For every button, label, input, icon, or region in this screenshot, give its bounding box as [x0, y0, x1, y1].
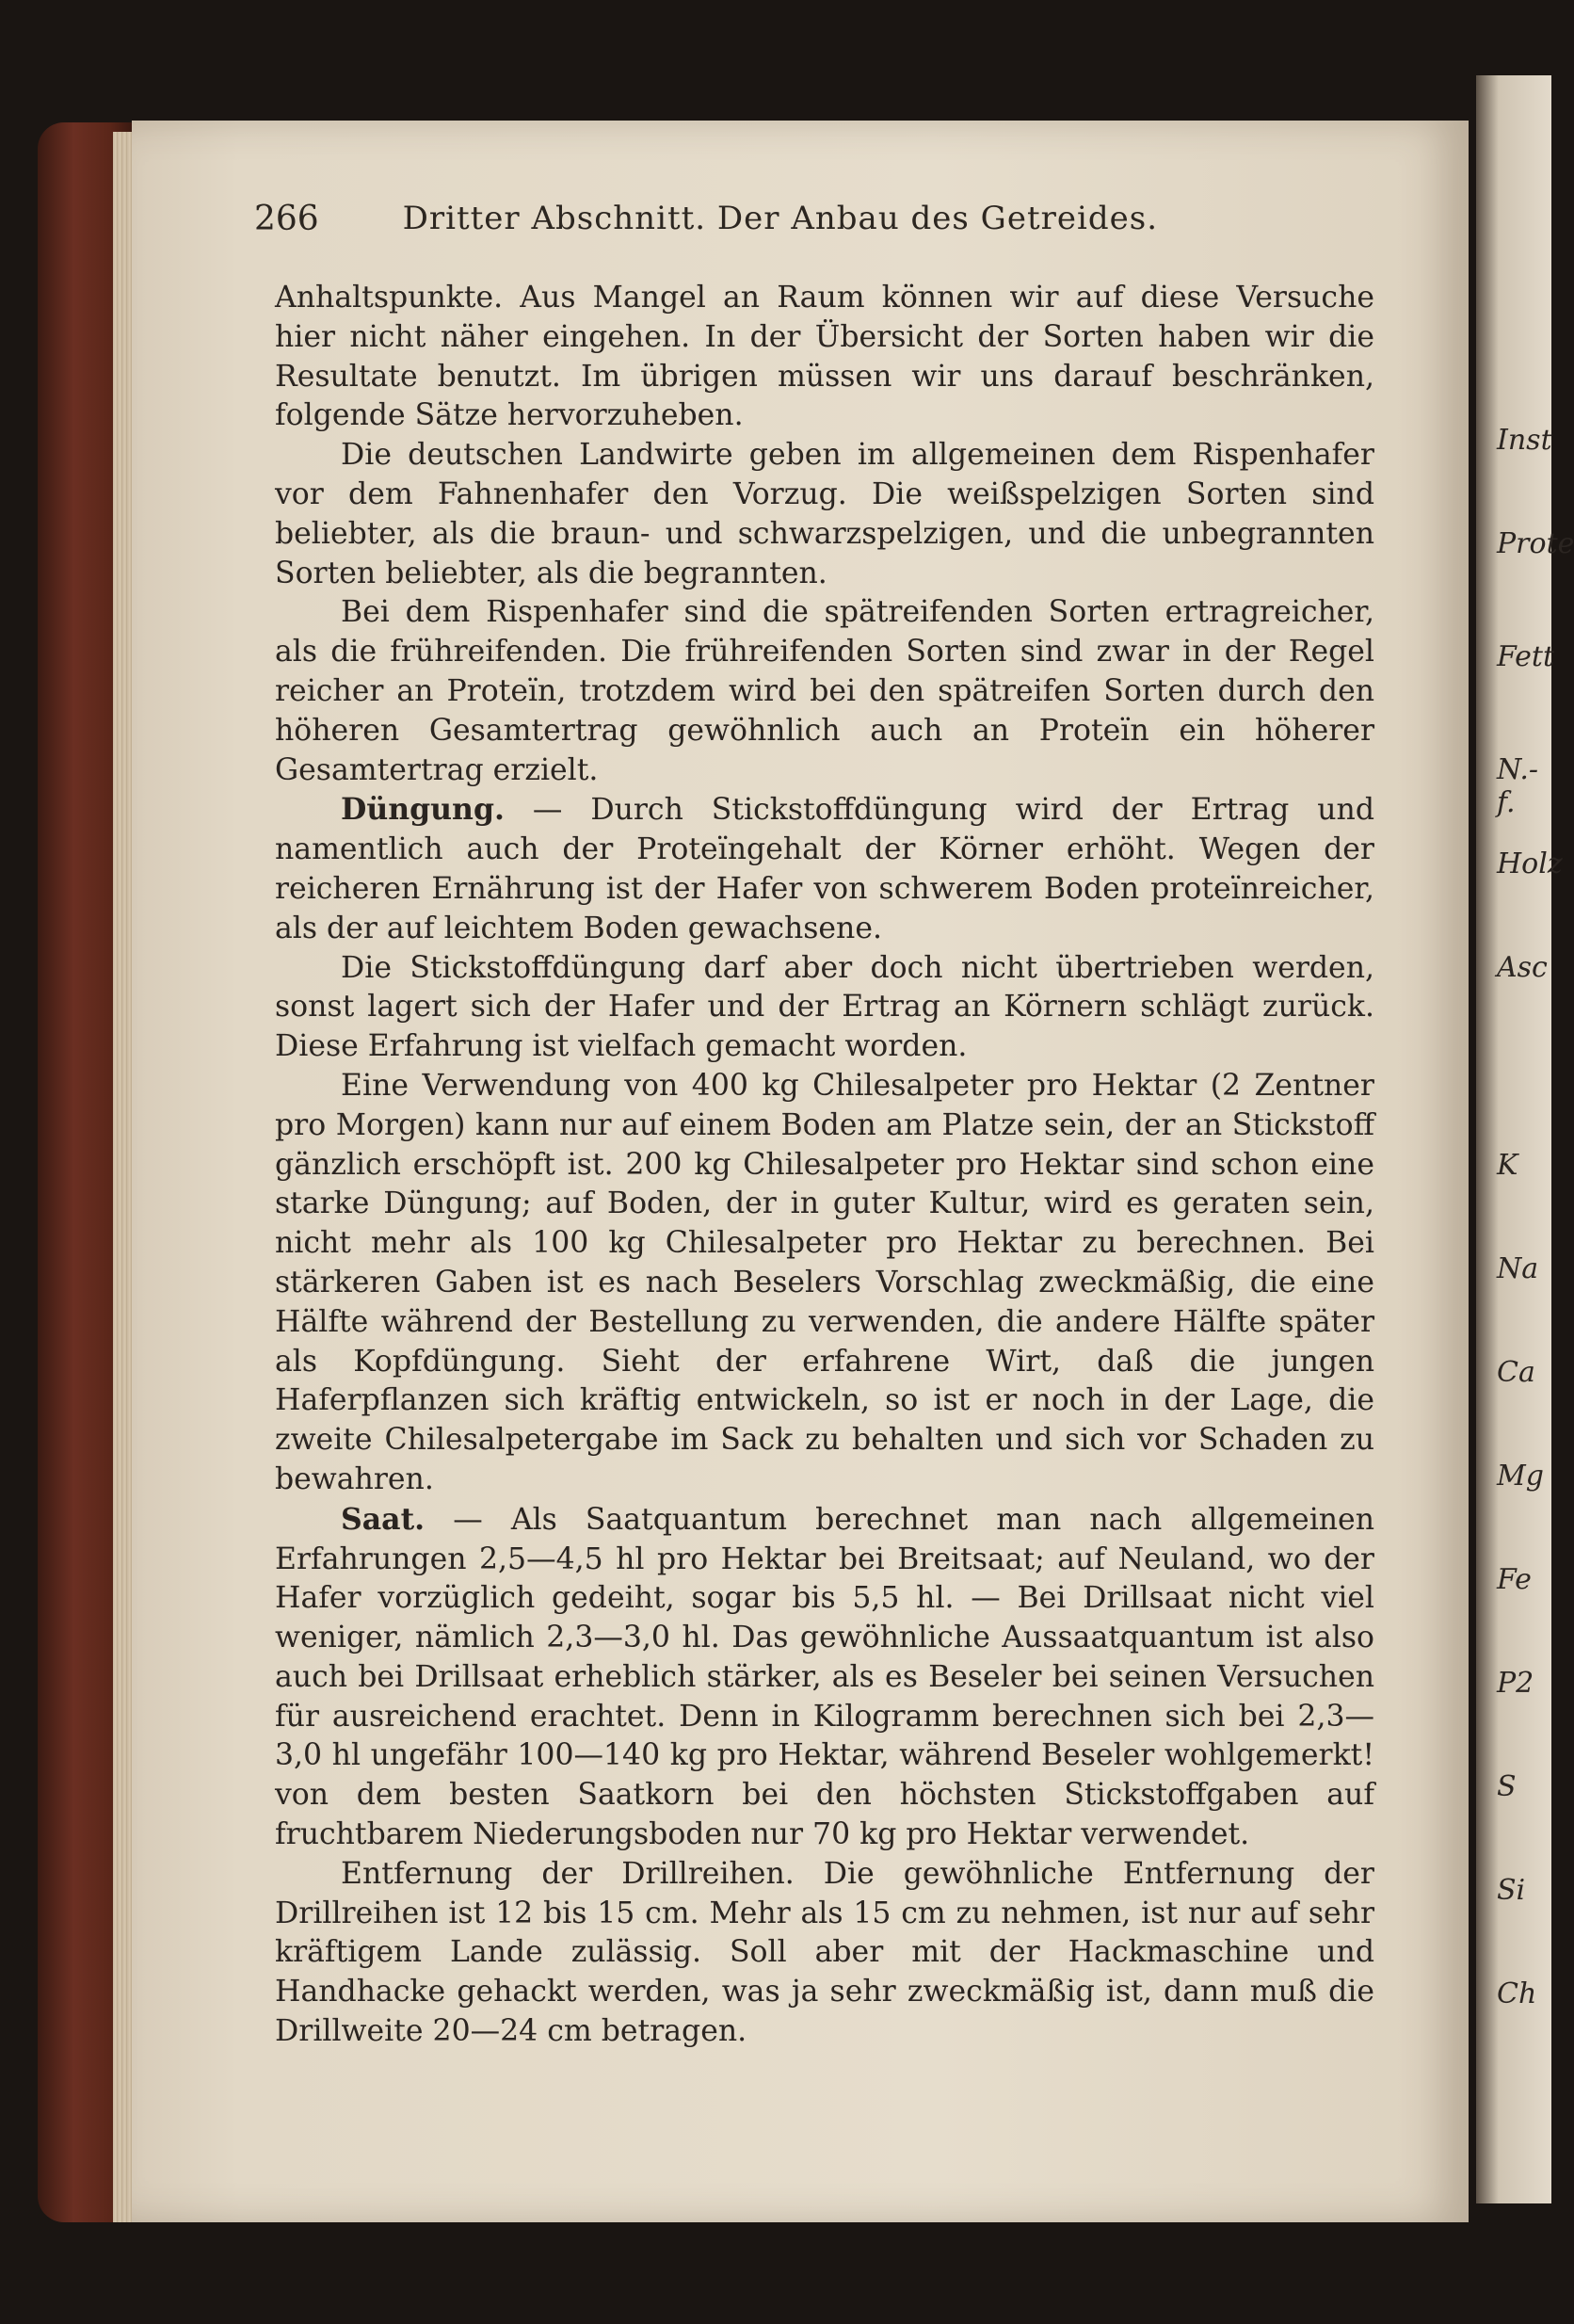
- margin-note: Inst: [1497, 424, 1552, 457]
- running-head: [254, 200, 1158, 238]
- margin-note: Ca: [1497, 1356, 1535, 1389]
- paragraph: Die Stickstoffdüngung darf aber doch nicht übertrieben werden, sonst lagert sich der Hafer und der Ertrag an Körnern schlägt zurück. Diese Erfahrung ist vielfach gemacht worden.: [275, 950, 1374, 1064]
- margin-note: Si: [1497, 1874, 1526, 1907]
- paragraph: Bei dem Rispenhafer sind die spätreifenden Sorten ertragreicher, als die frühreifenden. Die frühreifenden Sorten sind zwar in der Regel reicher an Proteïn, trotzdem wird bei den spätreifen Sorten durch den höheren Gesamtertrag gewöhnlich auch an Proteïn ein höherer Gesamtertrag erzielt.: [275, 595, 1374, 787]
- margin-note: K: [1497, 1149, 1518, 1182]
- paragraph: [275, 790, 1374, 948]
- paragraph: Die deutschen Landwirte geben im allgemeinen dem Rispenhafer vor dem Fahnenhafer den Vorzug. Die weißspelzigen Sorten sind beliebter, als die braun- und schwarzspelzigen, und die unbegrannten Sorten beliebter, als die begrannten.: [275, 438, 1374, 590]
- section-heading: Düngung.: [341, 792, 505, 828]
- margin-note: S: [1497, 1770, 1517, 1803]
- running-title: Dritter Abschnitt. Der Anbau des Getreides.: [402, 200, 1158, 237]
- margin-note: Fe: [1497, 1563, 1532, 1596]
- margin-note: P2: [1497, 1667, 1534, 1700]
- paragraph-text: — Durch Stickstoffdüngung wird der Ertrag und namentlich auch der Proteïngehalt der Körner erhöht. Wegen der reicheren Ernährung ist der Hafer von schwerem Boden proteïnreicher, als der auf leichtem Boden gewachsene.: [275, 793, 1374, 945]
- paragraph: Anhaltspunkte. Aus Mangel an Raum können wir auf diese Versuche hier nicht näher eingehen. In der Übersicht der Sorten haben wir die Resultate benutzt. Im übrigen müssen wir uns darauf beschränken, folgende Sätze hervorzuheben.: [275, 281, 1374, 433]
- margin-note: N.-f.: [1497, 753, 1539, 819]
- paragraph: Eine Verwendung von 400 kg Chilesalpeter pro Hektar (2 Zentner pro Morgen) kann nur auf einem Boden am Platze sein, der an Stickstoff gänzlich erschöpft ist. 200 kg Chilesalpeter pro Hektar sind schon eine starke Düngung; auf Boden, der in guter Kultur, wird es geraten sein, nicht mehr als 100 kg Chilesalpeter pro Hektar zu berechnen. Bei stärkeren Gaben ist es nach Beselers Vorschlag zweckmäßig, die eine Hälfte während der Bestellung zu verwenden, die andere Hälfte später als Kopfdüngung. Sieht der erfahrene Wirt, daß die jungen Haferpflanzen sich kräftig entwickeln, so ist er noch in der Lage, die zweite Chilesalpetergabe im Sack zu behalten und sich vor Schaden zu bewahren.: [275, 1068, 1374, 1496]
- paragraph: Entfernung der Drillreihen. Die gewöhnliche Entfernung der Drillreihen ist 12 bis 15 cm. Mehr als 15 cm zu nehmen, ist nur auf sehr kräftigem Lande zulässig. Soll aber mit der Hackmaschine und Handhacke gehackt werden, was ja sehr zweckmäßig ist, dann muß die Drillweite 20—24 cm betragen.: [275, 1856, 1374, 2049]
- margin-note: Na: [1497, 1252, 1539, 1285]
- page-number: 266: [254, 200, 319, 238]
- margin-note: Holz: [1497, 847, 1563, 880]
- margin-note: Fett: [1497, 640, 1555, 673]
- paragraph: [275, 1500, 1374, 1855]
- margin-note: Prote: [1497, 527, 1574, 560]
- margin-note: Mg: [1497, 1460, 1544, 1493]
- section-heading: Saat.: [341, 1501, 426, 1537]
- paragraph-text: — Als Saatquantum berechnet man nach allgemeinen Erfahrungen 2,5—4,5 hl pro Hektar bei Breitsaat; auf Neuland, wo der Hafer vorzüglich gedeiht, sogar bis 5,5 hl. — Bei Drillsaat nicht viel weniger, nämlich 2,3—3,0 hl. Das gewöhnliche Aussaatquantum ist also auch bei Drillsaat erheblich stärker, als es Beseler bei seinen Versuchen für ausreichend erachtet. Denn in Kilogramm berechnen sich bei 2,3—3,0 hl ungefähr 100—140 kg pro Hektar, während Beseler wohlgemerkt! von dem besten Saatkorn bei den höchsten Stickstoffgaben auf fruchtbarem Niederungsboden nur 70 kg pro Hektar verwendet.: [275, 1502, 1374, 1852]
- margin-note: Ch: [1497, 1977, 1537, 2010]
- body-text: [275, 279, 1374, 2052]
- margin-note: Asc: [1497, 951, 1548, 984]
